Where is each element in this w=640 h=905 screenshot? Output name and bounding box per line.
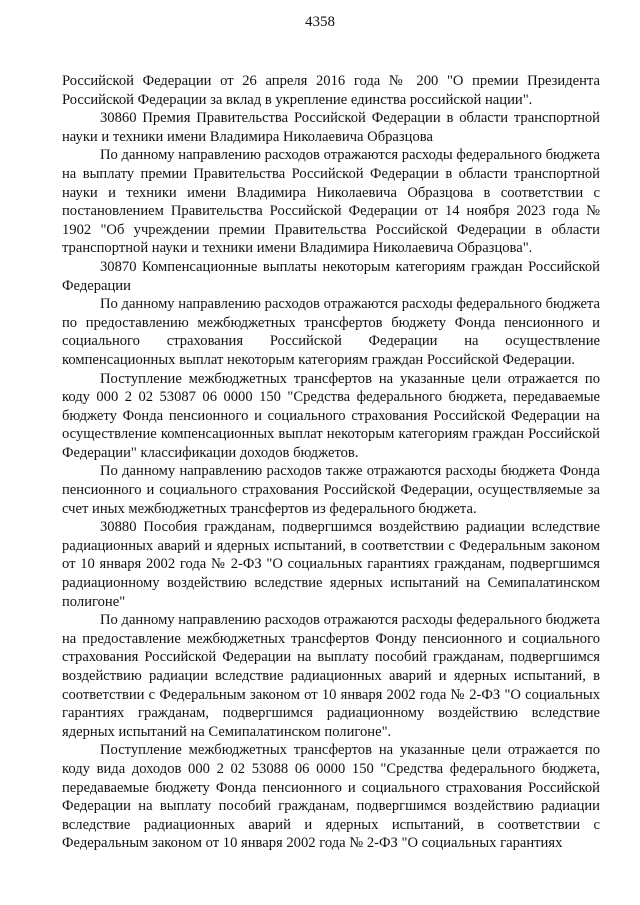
section-heading-30880: 30880 Пособия гражданам, подвергшимся воздействию радиации вследствие радиационных аварий и ядерных испытаний, в соответствии с Федеральным законом от 10 января 2002 года № 2-ФЗ "О социальных гарантиях гражданам, подвергшимся радиационному воздействию вследствие ядерных испытаний на Семипалатинском полигоне" — [62, 519, 600, 610]
section-heading-30860: 30860 Премия Правительства Российской Федерации в области транспортной науки и техники имени Владимира Николаевича Образцова — [62, 110, 600, 145]
paragraph: По данному направлению расходов отражаются расходы федерального бюджета на предоставление межбюджетных трансфертов Фонду пенсионного и социального страхования Российской Федерации на выплату пособий гражданам, подвергшимся воздействию радиации вследствие радиационных аварий и ядерных испытаний, в соответствии с Федеральным законом от 10 января 2002 года № 2-ФЗ "О социальных гарантиях гражданам, подвергшимся радиационному воздействию вследствие ядерных испытаний на Семипалатинском полигоне". — [62, 612, 600, 740]
page-number: 4358 — [305, 14, 335, 30]
paragraph: Поступление межбюджетных трансфертов на указанные цели отражается по коду 000 2 02 53087 06 0000 150 "Средства федерального бюджета, передаваемые бюджету Фонда пенсионного и социального страхования Российской Федерации на осуществление компенсационных выплат некоторым категориям граждан Российской Федерации" классификации доходов бюджетов. — [62, 370, 600, 461]
section-heading-30870: 30870 Компенсационные выплаты некоторым категориям граждан Российской Федерации — [62, 258, 600, 294]
paragraph: По данному направлению расходов отражаются расходы федерального бюджета по предоставлению межбюджетных трансфертов бюджету Фонда пенсионного и социального страхования Российской Федерации на осуществление компенсационных выплат некоторым категориям граждан Российской Федерации. — [62, 296, 600, 368]
paragraph-continuation: Российской Федерации от 26 апреля 2016 года № 200 "О премии Президента Российской Федерации за вклад в укрепление единства российской нации". — [62, 73, 600, 108]
paragraph: Поступление межбюджетных трансфертов на указанные цели отражается по коду вида доходов 000 2 02 53088 06 0000 150 "Средства федерального бюджета, передаваемые бюджету Фонда пенсионного и социального страхования Российской Федерации на выплату пособий гражданам, подвергшимся воздействию радиации вследствие радиационных аварий и ядерных испытаний, в соответствии с Федеральным законом от 10 января 2002 года № 2-ФЗ "О социальных гарантиях — [62, 742, 600, 852]
paragraph: По данному направлению расходов отражаются расходы федерального бюджета на выплату премии Правительства Российской Федерации в области транспортной науки и техники имени Владимира Николаевича Образцова в соответствии с постановлением Правительства Российской Федерации от 14 ноября 2023 года № 1902 "Об учреждении премии Правительства Российской Федерации в области транспортной науки и техники имени Владимира Николаевича Образцова". — [62, 147, 600, 257]
document-body — [62, 72, 600, 853]
paragraph: По данному направлению расходов также отражаются расходы бюджета Фонда пенсионного и социального страхования Российской Федерации, осуществляемые за счет иных межбюджетных трансфертов из федерального бюджета. — [62, 463, 600, 517]
